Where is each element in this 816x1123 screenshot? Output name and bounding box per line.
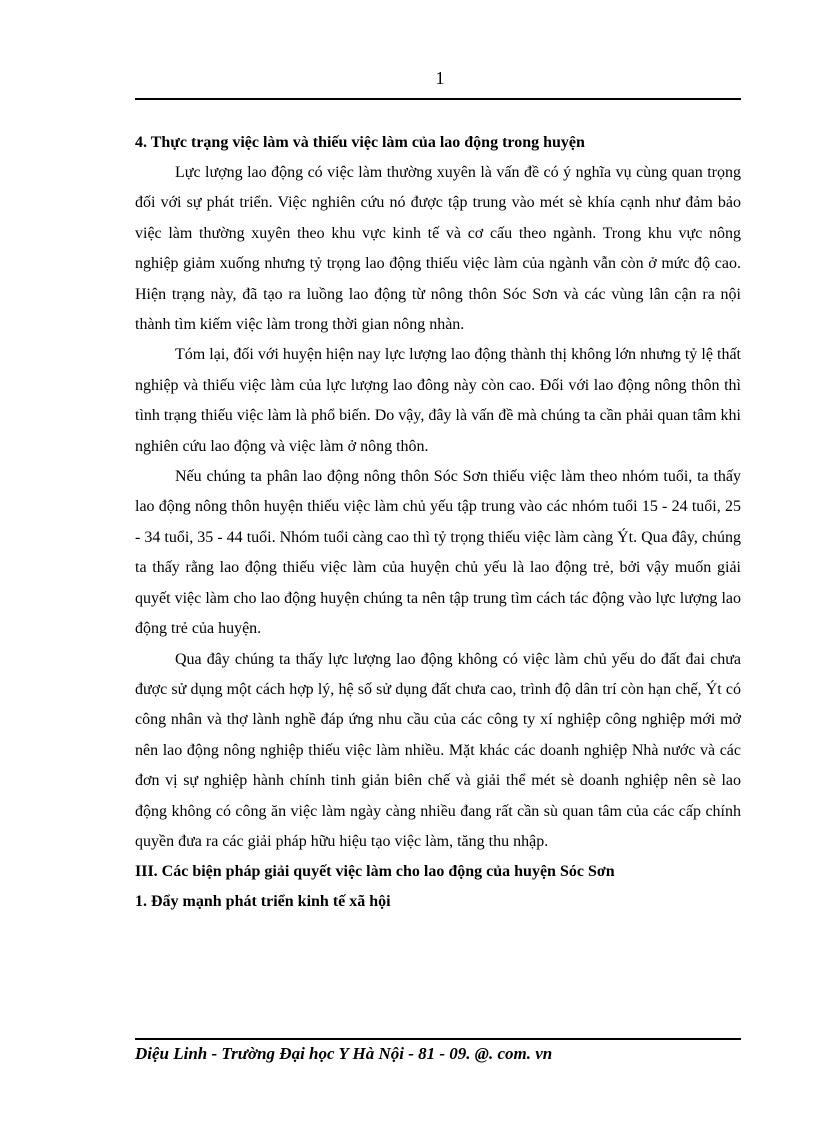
paragraph: Lực lượng lao động có việc làm thường xuyên là vấn đề có ý nghĩa vụ cùng quan trọng đối với sự phát triển. Việc nghiên cứu nó được tập trung vào mét sè khía cạnh như đảm bảo việc làm thường xuyên theo khu vực kinh tế và cơ cấu theo ngành. Trong khu vực nông nghiệp giảm xuống nhưng tỷ trọng lao động thiếu việc làm của ngành vẫn còn ở mức độ cao. Hiện trạng này, đã tạo ra luồng lao động từ nông thôn Sóc Sơn và các vùng lân cận ra nội thành tìm kiếm việc làm trong thời gian nông nhàn. (135, 164, 741, 334)
section-heading: 4. Thực trạng việc làm và thiếu việc làm của lao động trong huyện (135, 134, 585, 151)
paragraph: Tóm lại, đối với huyện hiện nay lực lượng lao động thành thị không lớn nhưng tỷ lệ thất nghiệp và thiếu việc làm của lực lượng lao đông này còn cao. Đối với lao động nông thôn thì tình trạng thiếu việc làm là phổ biến. Do vậy, đây là vấn đề mà chúng ta cần phải quan tâm khi nghiên cứu lao động và việc làm ở nông thôn. (135, 346, 741, 455)
paragraph: Qua đây chúng ta thấy lực lượng lao động không có việc làm chủ yếu do đất đai chưa được sử dụng một cách hợp lý, hệ số sử dụng đất chưa cao, trình độ dân trí còn hạn chế, Ýt có công nhân và thợ lành nghề đáp ứng nhu cầu của các công ty xí nghiệp công nghiệp mới mở nên lao động nông nghiệp thiếu việc làm nhiều. Mặt khác các doanh nghiệp Nhà nước và các đơn vị sự nghiệp hành chính tinh giản biên chế và giải thể mét sè doanh nghiệp nên sè lao động không có công ăn việc làm ngày càng nhiều đang rất cần sù quan tâm của các cấp chính quyền đưa ra các giải pháp hữu hiệu tạo việc làm, tăng thu nhập. (135, 650, 741, 850)
page-number: 1 (435, 68, 445, 88)
header-divider (135, 98, 741, 100)
footer-text: Diệu Linh - Trường Đại học Y Hà Nội - 81 - 09. @. com. vn (135, 1044, 553, 1063)
part-heading: III. Các biện pháp giải quyết việc làm cho lao động của huyện Sóc Sơn (135, 863, 615, 881)
footer-divider (135, 1038, 741, 1040)
document-body (135, 128, 741, 917)
paragraph: Nếu chúng ta phân lao động nông thôn Sóc Sơn thiếu việc làm theo nhóm tuổi, ta thấy lao động nông thôn huyện thiếu việc làm chủ yếu tập trung vào các nhóm tuổi 15 - 24 tuổi, 25 - 34 tuổi, 35 - 44 tuổi. Nhóm tuổi càng cao thì tỷ trọng thiếu việc làm càng Ýt. Qua đây, chúng ta thấy rằng lao động thiếu việc làm của huyện chủ yếu là lao động trẻ, bởi vậy muốn giải quyết việc làm cho lao động huyện chúng ta nên tập trung tìm cách tác động vào lực lượng lao động trẻ của huyện. (135, 468, 741, 638)
sub-heading: 1. Đẩy mạnh phát triển kinh tế xã hội (135, 893, 391, 911)
